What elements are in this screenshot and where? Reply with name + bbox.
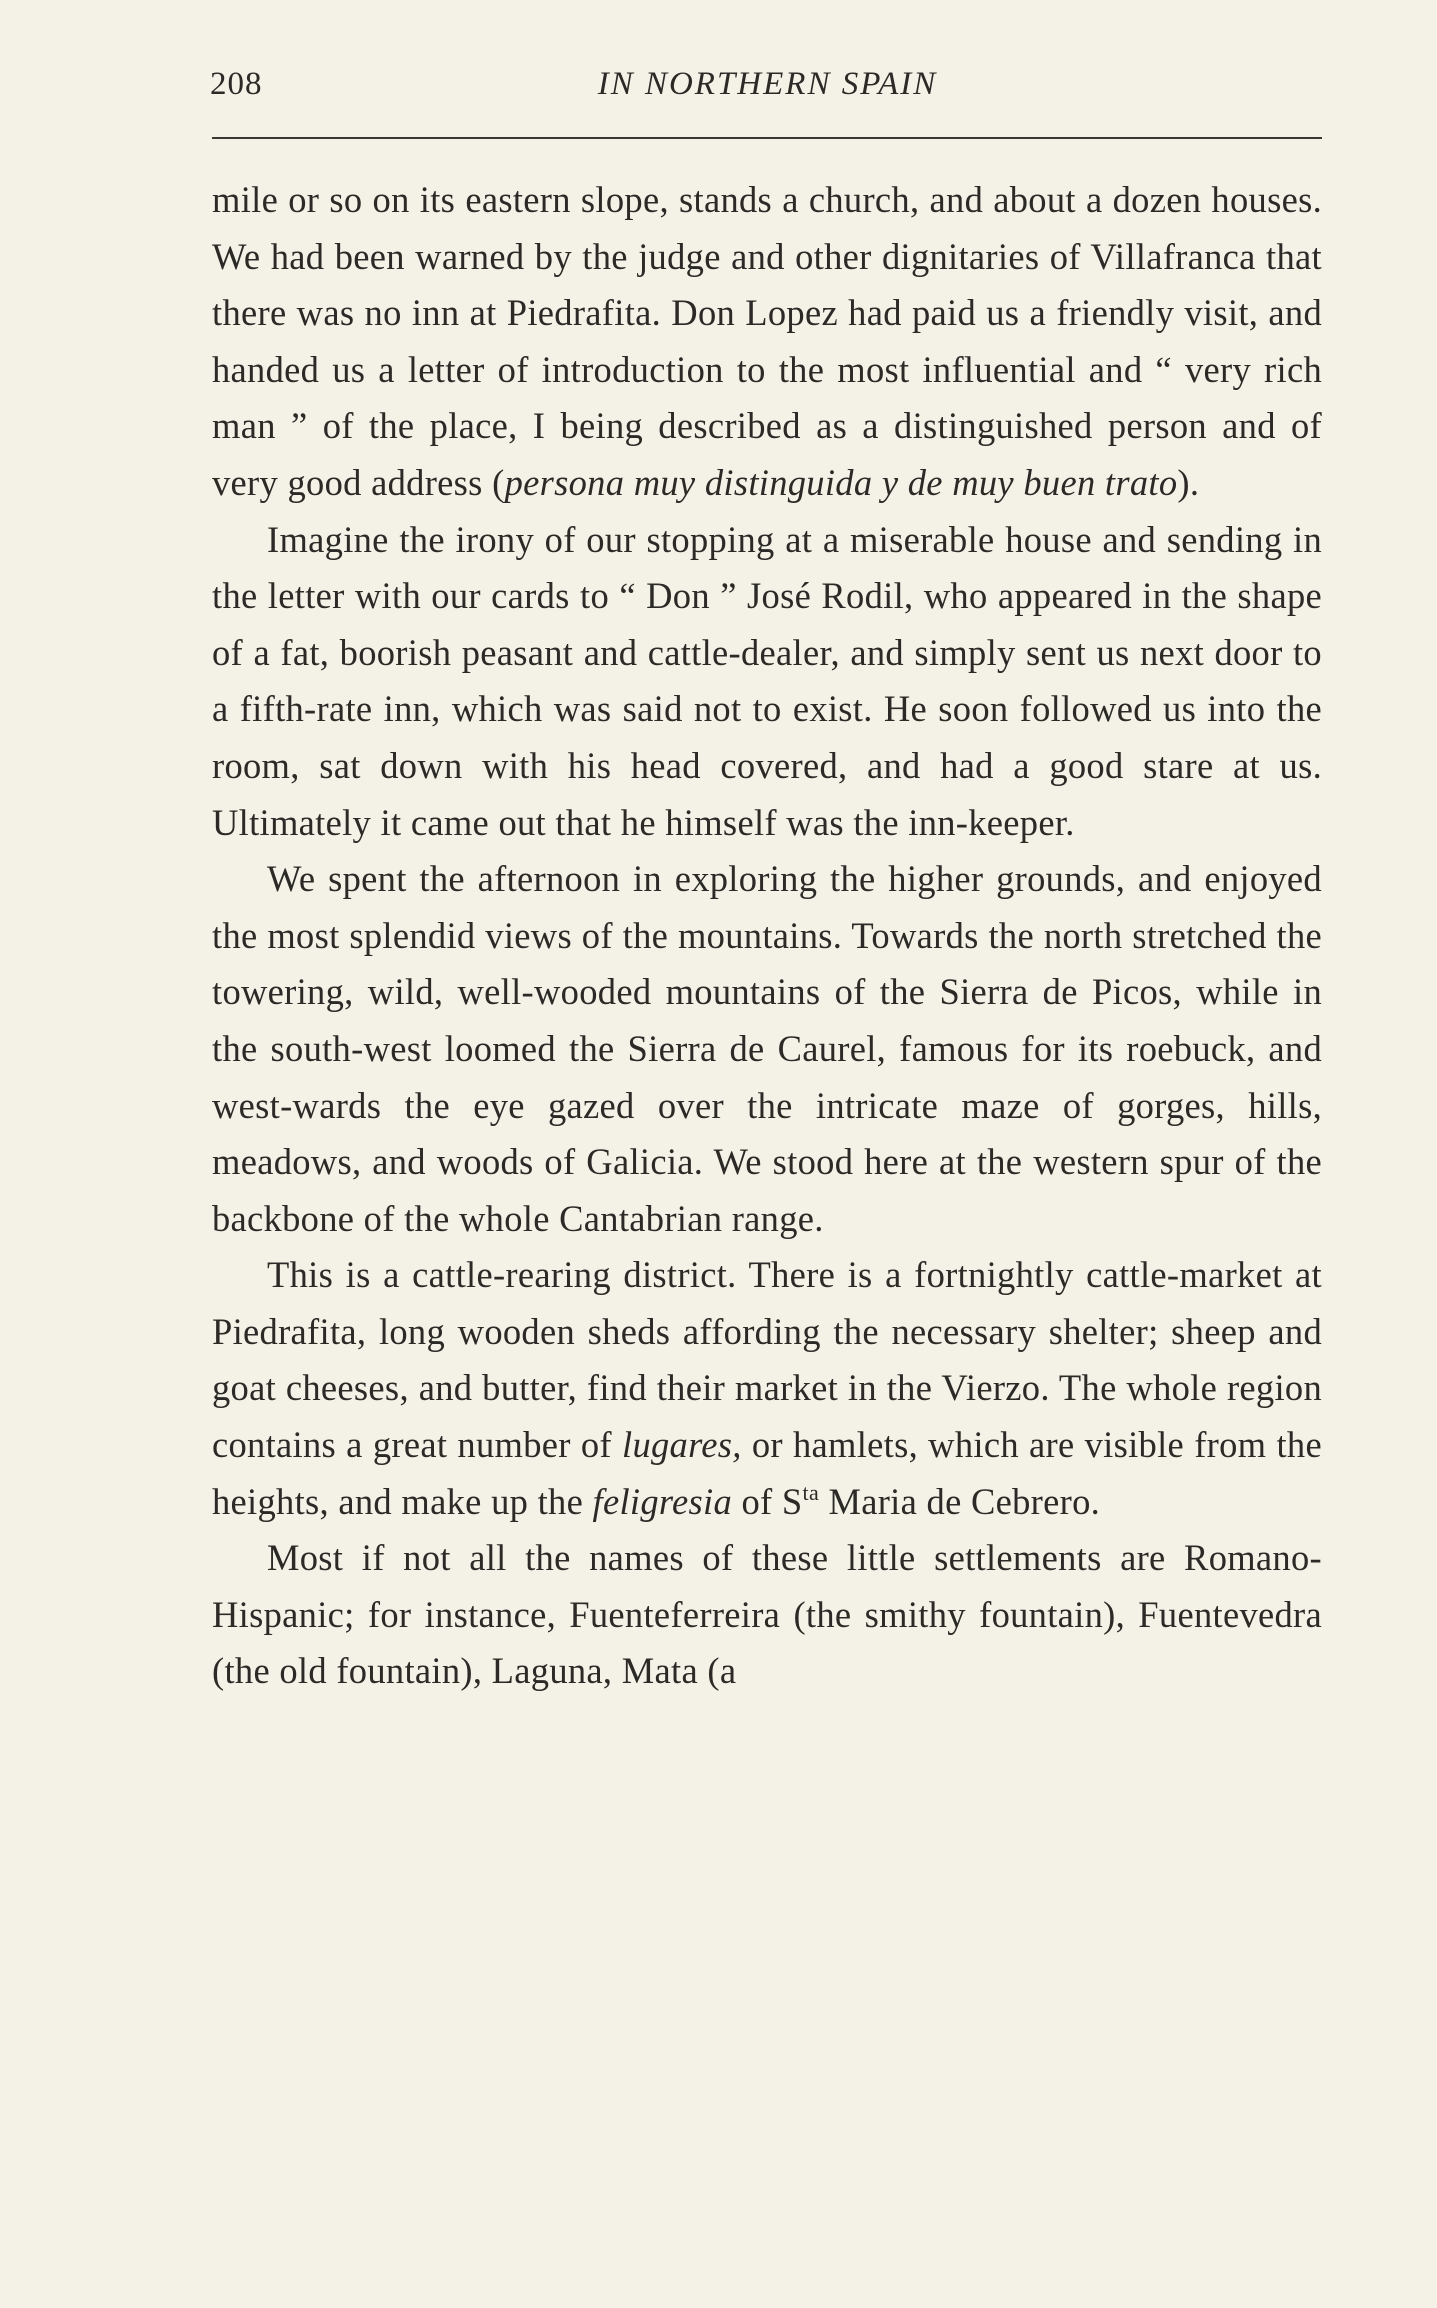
body-text [212, 172, 1322, 1700]
text-run: mile or so on its eastern slope, stands a church, and about a dozen houses. We had been warned by the judge and other dignitaries of Villafranca that there was no inn at Piedrafita. Don Lopez had paid us a friendly visit, and handed us a letter of introduction to the most influential and “ very rich man ” of the place, I being described as a distinguished person and of very good address ( [212, 179, 1322, 503]
text-run: Maria de Cebrero. [819, 1480, 1101, 1522]
paragraph [212, 512, 1322, 852]
page-number: 208 [210, 66, 263, 102]
paragraph [212, 172, 1322, 512]
page-header [210, 66, 1325, 110]
text-run: ). [1177, 461, 1200, 503]
italic-text: lugares, [622, 1424, 742, 1466]
text-run: This is a cattle-rearing district. There is a fortnightly cattle-market at Piedrafita, long wooden sheds affording the necessary shelter; sheep and goat cheeses, and butter, find their market in the Vierzo. The whole region contains a great number of [212, 1254, 1322, 1466]
italic-text: feligresia [592, 1480, 733, 1522]
text-run: We spent the afternoon in exploring the higher grounds, and enjoyed the most splendid views of the mountains. Towards the north stretched the towering, wild, well-wooded mountains of the Sierra de Picos, while in the south-west loomed the Sierra de Caurel, famous for its roebuck, and west-wards the eye gazed over the intricate maze of gorges, hills, meadows, and woods of Galicia. We stood here at the western spur of the backbone of the whole Cantabrian range. [212, 858, 1322, 1239]
text-run: Imagine the irony of our stopping at a miserable house and sending in the letter with our cards to “ Don ” José Rodil, who appeared in the shape of a fat, boorish peasant and cattle-dealer, and simply sent us next door to a fifth-rate inn, which was said not to exist. He soon followed us into the room, sat down with his head covered, and had a good stare at us. Ultimately it came out that he himself was the inn-keeper. [212, 518, 1322, 843]
header-rule [212, 137, 1322, 139]
superscript-text: ta [802, 1479, 820, 1505]
paragraph [212, 851, 1322, 1247]
paragraph [212, 1247, 1322, 1530]
paragraph [212, 1530, 1322, 1700]
running-head: IN NORTHERN SPAIN [597, 66, 938, 102]
italic-text: persona muy distinguida y de muy buen trato [504, 461, 1178, 503]
text-run: of S [732, 1480, 803, 1522]
text-run: or hamlets, which are visible from the heights, and make up the [212, 1424, 1322, 1522]
text-run: Most if not all the names of these little settlements are Romano-Hispanic; for instance, Fuenteferreira (the smithy fountain), Fuentevedra (the old fountain), Laguna, Mata (a [212, 1537, 1322, 1692]
